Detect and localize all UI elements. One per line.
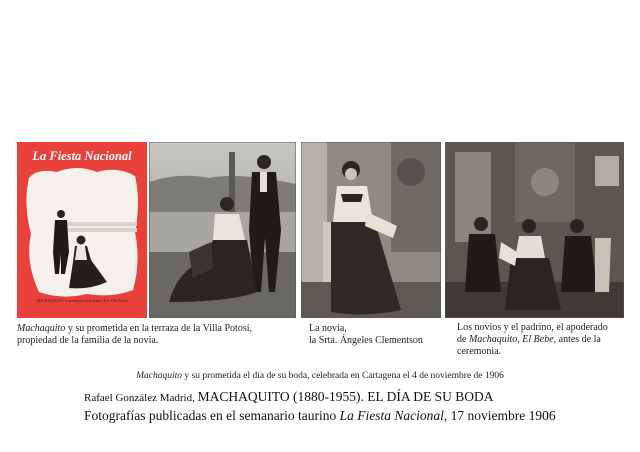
main-caption-text: y su prometida el día de su boda, celebrada en Cartagena el 4 de noviembre de 1906 — [182, 371, 504, 381]
caption-photo-group-italic2: El Bebe — [522, 334, 554, 345]
magazine-cover — [17, 142, 147, 318]
main-caption — [0, 371, 640, 381]
credit-block — [84, 388, 556, 424]
caption-photo-terrace-line1: y su prometida en la terraza de la Villa Potosí, — [65, 323, 252, 334]
caption-photo-terrace-italic: Machaquito — [17, 323, 66, 334]
caption-photo-group-line2-mid: , — [517, 334, 523, 345]
cover-inscription: MACHAQUITO y su prometida en la terraza de la Villa Potosí — [36, 299, 128, 303]
caption-photo-group-line1: Los novios y el padrino, el apoderado — [457, 322, 608, 333]
caption-photo-terrace — [17, 323, 297, 347]
caption-photo-terrace-line2: propiedad de la familia de la novia. — [17, 335, 159, 346]
caption-photo-bride-line1: La novia, — [309, 323, 347, 334]
photo-bride-image — [301, 142, 441, 318]
main-caption-italic: Machaquito — [136, 371, 183, 381]
caption-photo-group-line3: ceremonia. — [457, 346, 502, 357]
credit-author: Rafael González Madrid, — [84, 392, 198, 404]
photo-group — [445, 142, 624, 318]
credit-line2-italic: La Fiesta Nacional — [339, 408, 444, 423]
caption-photo-group-line2-pre: de — [457, 334, 469, 345]
caption-photo-bride — [309, 323, 449, 347]
caption-photo-group-line2-post: , antes de la — [553, 334, 601, 345]
caption-photo-group-italic1: Machaquito — [468, 334, 518, 345]
credit-line2-pre: Fotografías publicadas en el semanario taurino — [84, 408, 340, 423]
photo-terrace — [149, 142, 296, 318]
cover-title: La Fiesta Nacional — [32, 149, 132, 163]
credit-title: MACHAQUITO (1880-1955). EL DÍA DE SU BODA — [197, 389, 494, 404]
caption-photo-bride-line2: la Srta. Ángeles Clementson — [309, 335, 423, 346]
credit-line2-post: , 17 noviembre 1906 — [443, 408, 556, 423]
photo-bride — [301, 142, 441, 318]
caption-photo-group — [457, 322, 637, 358]
photo-group-image — [445, 142, 624, 318]
photo-terrace-image — [149, 142, 296, 318]
magazine-cover-image — [17, 142, 147, 318]
